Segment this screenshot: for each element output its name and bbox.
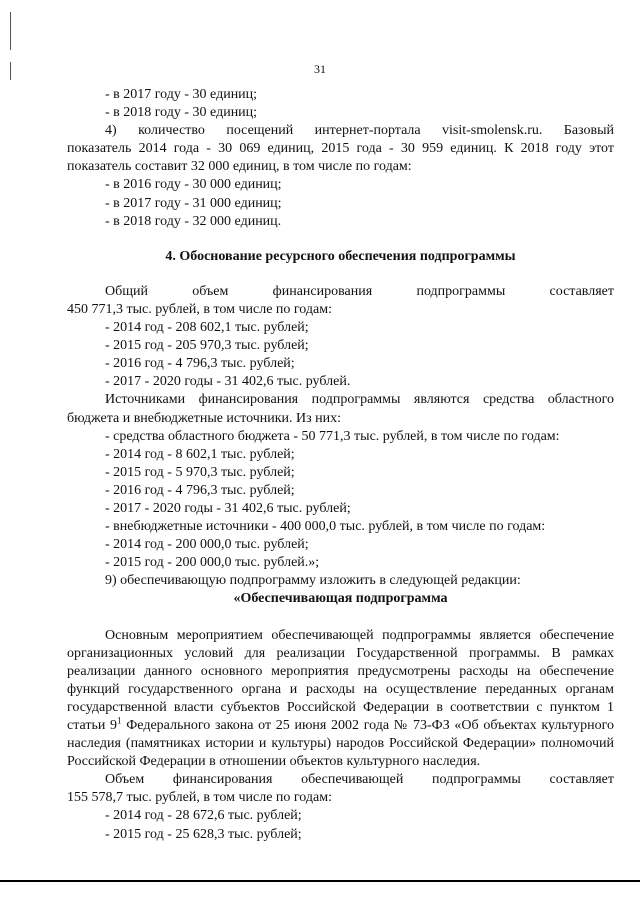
list-item: - в 2017 году - 30 единиц; (105, 87, 258, 102)
list-item: - 2014 год - 200 000,0 тыс. рублей; (105, 537, 309, 553)
paragraph-text: Федерального закона от 25 июня 2002 года № 73-ФЗ «Об объектах культурного наследия (памятниках истории и культуры) народов Российской Федерации» полномочий Российской Федерации в отношении объектов культурного наследия. (67, 718, 614, 770)
scan-edge-mark (10, 12, 11, 50)
paragraph (67, 627, 614, 772)
superscript: 1 (117, 715, 122, 726)
paragraph-line: бюджета и внебюджетные источники. Из них: (67, 410, 342, 426)
document-body (67, 86, 614, 844)
list-item: - средства областного бюджета - 50 771,3 тыс. рублей, в том числе по годам: (105, 428, 560, 444)
paragraph-line: Объем финансирования обеспечивающей подпрограммы составляет (105, 772, 614, 788)
list-item: - 2014 год - 8 602,1 тыс. рублей; (105, 446, 295, 462)
page-number: 31 (314, 62, 326, 76)
list-item: - 2014 год - 208 602,1 тыс. рублей; (105, 320, 309, 336)
list-item: - в 2018 году - 32 000 единиц. (105, 213, 282, 229)
paragraph-line: показатель составит 32 000 единиц, в том числе по годам: (67, 159, 412, 175)
list-item: - 2016 год - 4 796,3 тыс. рублей; (105, 482, 295, 498)
list-item: - 2015 год - 5 970,3 тыс. рублей; (105, 464, 295, 480)
page-bottom-border (0, 880, 640, 882)
subprogram-heading: «Обеспечивающая подпрограмма (233, 591, 448, 607)
list-item: - в 2018 году - 30 единиц; (105, 105, 258, 121)
paragraph-line: Источниками финансирования подпрограммы являются средства областного (105, 392, 614, 408)
paragraph-line: 155 578,7 тыс. рублей, в том числе по годам: (67, 790, 332, 806)
list-item: 9) обеспечивающую подпрограмму изложить в следующей редакции: (105, 573, 521, 589)
paragraph-line: 4) количество посещений интернет-портала visit-smolensk.ru. Базовый (105, 123, 614, 139)
list-item: - 2014 год - 28 672,6 тыс. рублей; (105, 808, 302, 824)
list-item: - 2017 - 2020 годы - 31 402,6 тыс. рублей. (105, 374, 351, 390)
paragraph-line: показатель 2014 года - 30 069 единиц, 2015 года - 30 959 единиц. К 2018 году этот (67, 141, 614, 157)
section-heading: 4. Обоснование ресурсного обеспечения подпрограммы (165, 248, 516, 264)
list-item: - 2016 год - 4 796,3 тыс. рублей; (105, 356, 295, 372)
list-item: - внебюджетные источники - 400 000,0 тыс. рублей, в том числе по годам: (105, 519, 546, 535)
list-item: - 2017 - 2020 годы - 31 402,6 тыс. рублей; (105, 500, 351, 516)
paragraph-line: Общий объем финансирования подпрограммы составляет (105, 283, 614, 299)
paragraph-text: Основным мероприятием обеспечивающей подпрограммы является обеспечение организационных условий для реализации Государственной программы. В рамках реализации данного основного мероприятия предусмотрены расходы на обеспечение функций государственного органа и расходы на осуществление переданных органам государственной власти субъектов Российской Федерации в соответствии с пунктом 1 статьи 9 (67, 627, 614, 733)
list-item: - 2015 год - 200 000,0 тыс. рублей.»; (105, 555, 320, 571)
list-item: - в 2017 году - 31 000 единиц; (105, 195, 282, 211)
paragraph-line: 450 771,3 тыс. рублей, в том числе по годам: (67, 301, 332, 317)
list-item: - 2015 год - 25 628,3 тыс. рублей; (105, 826, 302, 842)
list-item: - в 2016 году - 30 000 единиц; (105, 177, 282, 193)
list-item: - 2015 год - 205 970,3 тыс. рублей; (105, 338, 309, 354)
